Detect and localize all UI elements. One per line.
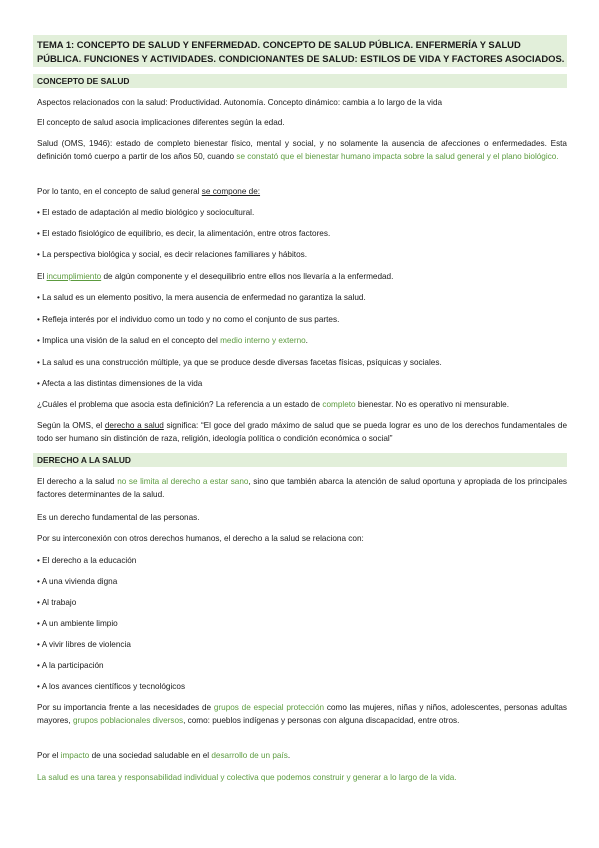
bullet-vivienda: • A una vivienda digna <box>37 577 118 586</box>
oms-highlight: se constató que el bienestar humano impacta sobre la salud general y el plano biológico. <box>236 151 559 161</box>
incumplimiento-post: de algún componente y el desequilibrio entre ellos nos llevaría a la enfermedad. <box>101 272 394 281</box>
derecho-text: El derecho a la salud <box>37 477 118 486</box>
impacto-highlight: impacto <box>60 751 90 760</box>
problema-highlight: completo <box>322 400 356 409</box>
bullet-educacion: • El derecho a la educación <box>37 556 137 565</box>
problema-text: ¿Cuáles el problema que asocia esta definición? La referencia a un estado de <box>37 400 323 409</box>
fundamental-paragraph: Es un derecho fundamental de las personas. <box>37 513 200 522</box>
segun-quote: significa: “El goce del grado máximo de salud que se pueda lograr es uno de los derechos fundamentales de todo ser humano sin distinción de raza, religión, ideología política o condición económica o social” <box>37 421 567 443</box>
bullet-avances: • A los avances científicos y tecnológicos <box>37 682 186 691</box>
interconexion-paragraph: Por su interconexión con otros derechos humanos, el derecho a la salud se relaciona con: <box>37 534 364 543</box>
impacto-paragraph <box>37 750 567 763</box>
bullet-adaptacion: • El estado de adaptación al medio biológico y sociocultural. <box>37 208 255 217</box>
grupos-highlight-1: grupos de especial protección <box>213 703 325 712</box>
desarrollo-highlight: desarrollo de un país <box>211 751 288 760</box>
section-heading-concepto: CONCEPTO DE SALUD <box>37 76 130 86</box>
compone-text: Por lo tanto, en el concepto de salud general <box>37 187 202 196</box>
bullet-perspectiva: • La perspectiva biológica y social, es decir relaciones familiares y hábitos. <box>37 250 307 259</box>
segun-underlined: derecho a salud <box>104 421 164 430</box>
oms-text: Salud (OMS, 1946): estado de completo bienestar físico, mental y social, y no solamente la ausencia de afecciones o enfermedades. Esta definición tomó cuerpo a partir de los años 50, cuando <box>37 139 567 161</box>
tarea-paragraph: La salud es una tarea y responsabilidad individual y colectiva que podemos construir y generar a lo largo de la vida. <box>37 773 457 782</box>
derecho-highlight: no se limita al derecho a estar sano <box>117 477 249 486</box>
oms-derecho-paragraph <box>37 420 567 445</box>
grupos-text: Por su importancia frente a las necesidades de <box>37 703 214 712</box>
bullet-ambiente: • A un ambiente limpio <box>37 619 118 628</box>
grupos-middle: como las mujeres, niñas y niños, adolescentes, personas adultas mayores, <box>37 703 567 725</box>
bullet-fisiologico: • El estado fisiológico de equilibrio, es decir, la alimentación, entre otros factores. <box>37 229 331 238</box>
document-title: TEMA 1: CONCEPTO DE SALUD Y ENFERMEDAD. CONCEPTO DE SALUD PÚBLICA. ENFERMERÍA Y SALUD PÚBLICA. FUNCIONES Y ACTIVIDADES. CONDICIONANTES DE SALUD: ESTILOS DE VIDA Y FACTORES ASOCIADOS. <box>37 39 565 64</box>
derecho-paragraph <box>37 476 567 501</box>
bullet-implica <box>37 335 567 348</box>
incumplimiento-pre: El <box>37 272 47 281</box>
implica-highlight: medio interno y externo <box>220 336 306 345</box>
derecho-end: , sino que también abarca la atención de salud oportuna y apropiada de los principales factores determinantes de la salud. <box>37 477 567 499</box>
implica-end: . <box>305 336 308 345</box>
asocia-paragraph: El concepto de salud asocia implicaciones diferentes según la edad. <box>37 118 285 127</box>
impacto-pre: Por el <box>37 751 61 760</box>
bullet-violencia: • A vivir libres de violencia <box>37 640 131 649</box>
impacto-end: . <box>287 751 291 760</box>
aspectos-paragraph: Aspectos relacionados con la salud: Productividad. Autonomía. Concepto dinámico: cambia a lo largo de la vida <box>37 98 443 107</box>
problema-paragraph <box>37 399 567 412</box>
bullet-positivo: • La salud es un elemento positivo, la mera ausencia de enfermedad no garantiza la salud. <box>37 293 366 302</box>
bullet-participacion: • A la participación <box>37 661 104 670</box>
compone-paragraph <box>37 186 567 199</box>
incumplimiento-paragraph <box>37 271 567 284</box>
oms-definition-paragraph <box>37 138 567 163</box>
grupos-paragraph <box>37 702 567 727</box>
bullet-afecta: • Afecta a las distintas dimensiones de la vida <box>37 379 203 388</box>
segun-text: Según la OMS, el <box>37 421 105 430</box>
impacto-middle: de una sociedad saludable en el <box>89 751 212 760</box>
implica-text: • Implica una visión de la salud en el concepto del <box>37 336 221 345</box>
problema-end: bienestar. No es operativo ni mensurable. <box>355 400 510 409</box>
bullet-construccion: • La salud es una construcción múltiple, ya que se produce desde diversas facetas físicas, psíquicas y sociales. <box>37 358 442 367</box>
compone-underlined: se compone de: <box>201 187 261 196</box>
grupos-end: , como: pueblos indígenas y personas con alguna discapacidad, entre otros. <box>183 715 460 725</box>
bullet-trabajo: • Al trabajo <box>37 598 77 607</box>
grupos-highlight-2: grupos poblacionales diversos <box>72 715 184 725</box>
bullet-refleja: • Refleja interés por el individuo como un todo y no como el conjunto de sus partes. <box>37 315 340 324</box>
incumplimiento-highlight: incumplimiento <box>46 272 102 281</box>
section-heading-derecho: DERECHO A LA SALUD <box>37 455 131 465</box>
